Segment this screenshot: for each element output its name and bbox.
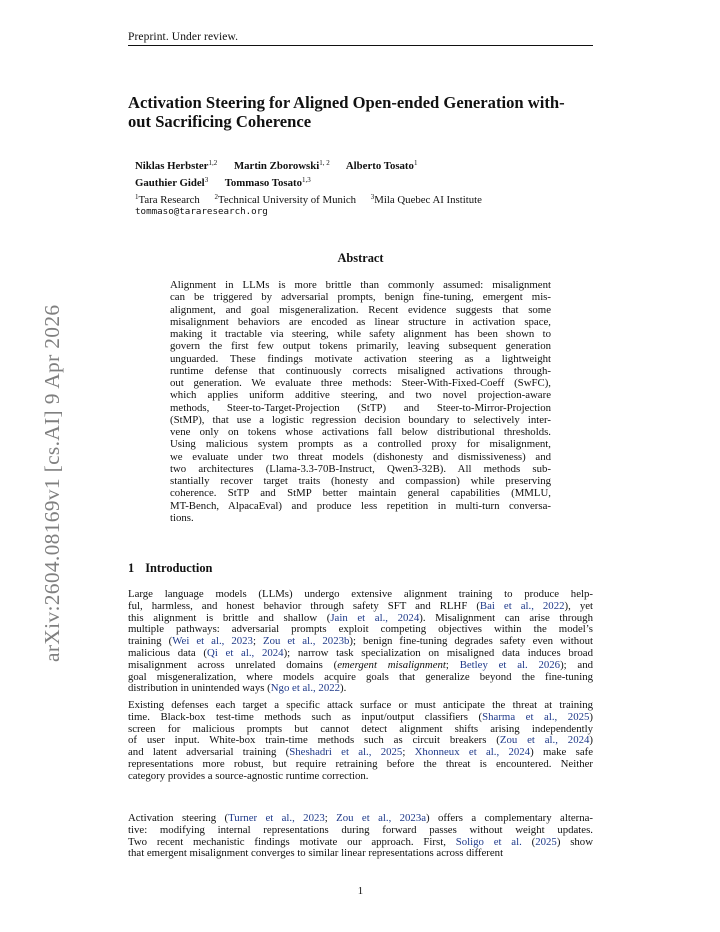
text-run: ). Misalignment can arise through	[419, 611, 593, 624]
citation-link[interactable]: Jain et al., 2024	[330, 611, 420, 624]
citation-link[interactable]: Bai et al., 2022	[479, 599, 565, 612]
paper-title	[128, 93, 598, 131]
author: Tommaso Tosato$^{1,3}$	[224, 175, 311, 189]
text-run: Large language models (LLMs) undergo extensive alignment training to produce help-	[128, 588, 593, 600]
text-run: distribution in unintended ways (	[128, 682, 271, 695]
text-run: goal misgeneralization, where models acquire goals that generalize beyond the fine-tuning	[128, 670, 593, 683]
emphasis-text: emergent misalignment	[337, 658, 446, 671]
abstract-line: Alignment in LLMs is more brittle than commonly assumed: misalignment	[170, 279, 551, 291]
citation-link[interactable]: Soligo et al.	[455, 835, 522, 848]
abstract-line: coherence. StTP and StMP better maintain general capabilities (MMLU,	[170, 487, 551, 500]
citation-link[interactable]: Sharma et al., 2025	[482, 710, 590, 723]
affiliation-list	[135, 191, 595, 207]
abstract-line: we evaluate under two threat models (dishonesty and dismissiveness) and	[170, 450, 551, 463]
abstract-line: stantially recover target traits (honesty and compassion) while preserving	[170, 475, 551, 487]
citation-link[interactable]: Betley et al. 2026	[459, 658, 561, 671]
text-run: training (	[128, 635, 173, 648]
abstract-line: runtime defense that continuously corrects misaligned activations through-	[170, 364, 551, 377]
text-run: malicious data (	[128, 646, 208, 659]
text-run: time. Black-box test-time methods such as input/output classifiers (	[128, 710, 483, 723]
text-run: ); and	[560, 658, 594, 671]
text-run: and latent adversarial training (	[128, 746, 290, 759]
citation-link[interactable]: Ngo et al., 2022	[270, 682, 341, 695]
text-run: of user input. White-box train-time methods such as circuit breakers (	[128, 734, 500, 747]
citation-link[interactable]: Turner et al., 2023	[228, 812, 325, 824]
text-run: ).	[340, 682, 347, 695]
citation-link[interactable]: 2025	[535, 835, 557, 848]
text-run: ) show	[556, 835, 594, 848]
page-number: 1	[357, 885, 364, 897]
text-run: ;	[402, 746, 415, 759]
text-run: multiple pathways: adversarial prompts exploit competing objectives within the model’s	[128, 623, 593, 636]
contact-email[interactable]: tommaso@tararesearch.org	[135, 206, 268, 217]
abstract-line: out generation. We evaluate three methods: Steer-With-Fixed-Coeff (SwFC),	[170, 377, 551, 389]
abstract-line: govern the first few output tokens primarily, leaving subsequent generation	[170, 340, 551, 353]
text-run: screen for malicious prompts but cannot detect alignment shifts arising independently	[128, 722, 593, 735]
citation-link[interactable]: Zou et al., 2023b	[262, 635, 350, 648]
text-run: Existing defenses each target a specific attack surface or must anticipate the threat at training	[128, 699, 593, 711]
paragraph-line	[128, 683, 593, 695]
text-run: ful, harmless, and honest behavior through safety SFT and RLHF (	[128, 599, 480, 612]
abstract-line: alignment, and goal misgeneralization. Recent evidence suggests that some	[170, 303, 551, 316]
author: Martin Zborowski$^{1, 2}$	[233, 159, 330, 172]
citation-link[interactable]: Qi et al., 2024	[207, 646, 284, 659]
abstract-line: MT-Bench, AlpacaEval) and produce less repetition in multi-turn conversa-	[170, 499, 551, 512]
abstract-line: can be triggered by adversarial prompts, benign fine-tuning, emergent mis-	[170, 291, 551, 304]
citation-link[interactable]: Sheshadri et al., 2025	[289, 746, 403, 759]
abstract-line: making it tractable via steering, while safety alignment has been shown to	[170, 328, 551, 340]
abstract-line: methods, Steer-to-Target-Projection (StTP) and Steer-to-Mirror-Projection	[170, 401, 551, 414]
section-number: 1	[128, 561, 135, 575]
abstract-line: tions.	[170, 511, 194, 524]
abstract-body	[170, 279, 551, 524]
text-run: this alignment is brittle and shallow (	[128, 611, 331, 624]
author-list	[135, 157, 595, 190]
running-header: Preprint. Under review.	[128, 31, 239, 43]
text-run: )	[589, 710, 593, 723]
text-run: )	[589, 734, 593, 747]
intro-paragraph-2	[128, 700, 593, 783]
text-run: tive: modifying internal representations during forward passes without weight updates.	[128, 823, 593, 836]
text-run: ;	[324, 812, 337, 824]
header-rule	[128, 45, 593, 46]
text-run: misalignment across unrelated domains (	[128, 658, 338, 671]
text-run: Activation steering (	[128, 812, 229, 824]
text-run: ), yet	[564, 599, 594, 612]
text-run: that emergent misalignment converges to similar linear representations across different	[128, 847, 504, 860]
title-line-2: out Sacrificing Coherence	[128, 112, 312, 131]
abstract-line: two architectures (Llama-3.3-70B-Instruct, Qwen3-32B). All methods sub-	[170, 462, 551, 475]
text-run: ;	[445, 658, 460, 671]
text-run: ) offers a complementary alterna-	[426, 812, 594, 824]
paragraph-line	[128, 848, 593, 860]
abstract-line: (StMP), that use a logistic regression decision boundary to selectively inter-	[170, 413, 551, 426]
title-line-1: Activation Steering for Aligned Open-ended Generation with-	[128, 93, 565, 112]
citation-link[interactable]: Zou et al., 2023a	[336, 812, 427, 824]
affiliation: $^3$Mila Quebec AI Institute	[370, 193, 482, 206]
text-run: ); narrow task specialization on misaligned data induces broad	[283, 646, 593, 659]
text-run: ;	[252, 635, 263, 648]
citation-link[interactable]: Zou et al., 2024	[499, 734, 590, 747]
abstract-line: which applies uniform additive steering, and two novel projection-aware	[170, 389, 551, 402]
text-run: category provides a source-agnostic runtime correction.	[128, 769, 369, 782]
citation-link[interactable]: Xhonneux et al., 2024	[414, 746, 531, 759]
intro-paragraph-3	[128, 813, 593, 860]
author: Niklas Herbster$^{1,2}$	[135, 159, 218, 172]
author: Alberto Tosato$^1$	[345, 159, 418, 172]
abstract-line: unguarded. These findings motivate activation steering as a lightweight	[170, 352, 551, 365]
author: Gauthier Gidel$^3$	[135, 175, 209, 189]
abstract-line: vene only on tokens whose activations fall below distributional thresholds.	[170, 426, 551, 438]
arxiv-identifier-stamp[interactable]: arXiv:2604.08169v1 [cs.AI] 9 Apr 2026	[40, 304, 64, 662]
text-run: ) make safe	[530, 746, 594, 759]
intro-paragraph-1	[128, 589, 593, 695]
citation-link[interactable]: Wei et al., 2023	[172, 635, 253, 648]
abstract-heading: Abstract	[337, 251, 384, 265]
text-run: representations more robust, but require retraining before the threat is encountered. Neither	[128, 757, 593, 770]
text-run: Two recent mechanistic findings motivate our approach. First,	[128, 835, 456, 848]
abstract-line: Using malicious system prompts as a controlled proxy for misalignment,	[170, 438, 551, 451]
affiliation: $^1$Tara Research	[135, 193, 200, 206]
abstract-line: misalignment behaviors are encoded as linear structure in activation space,	[170, 315, 551, 328]
text-run: ); benign fine-tuning degrades safety even without	[349, 635, 593, 648]
section-heading	[128, 561, 212, 576]
paragraph-line	[128, 771, 593, 783]
text-run: (	[521, 835, 536, 848]
section-title: Introduction	[145, 561, 213, 575]
affiliation: $^2$Technical University of Munich	[214, 193, 357, 206]
